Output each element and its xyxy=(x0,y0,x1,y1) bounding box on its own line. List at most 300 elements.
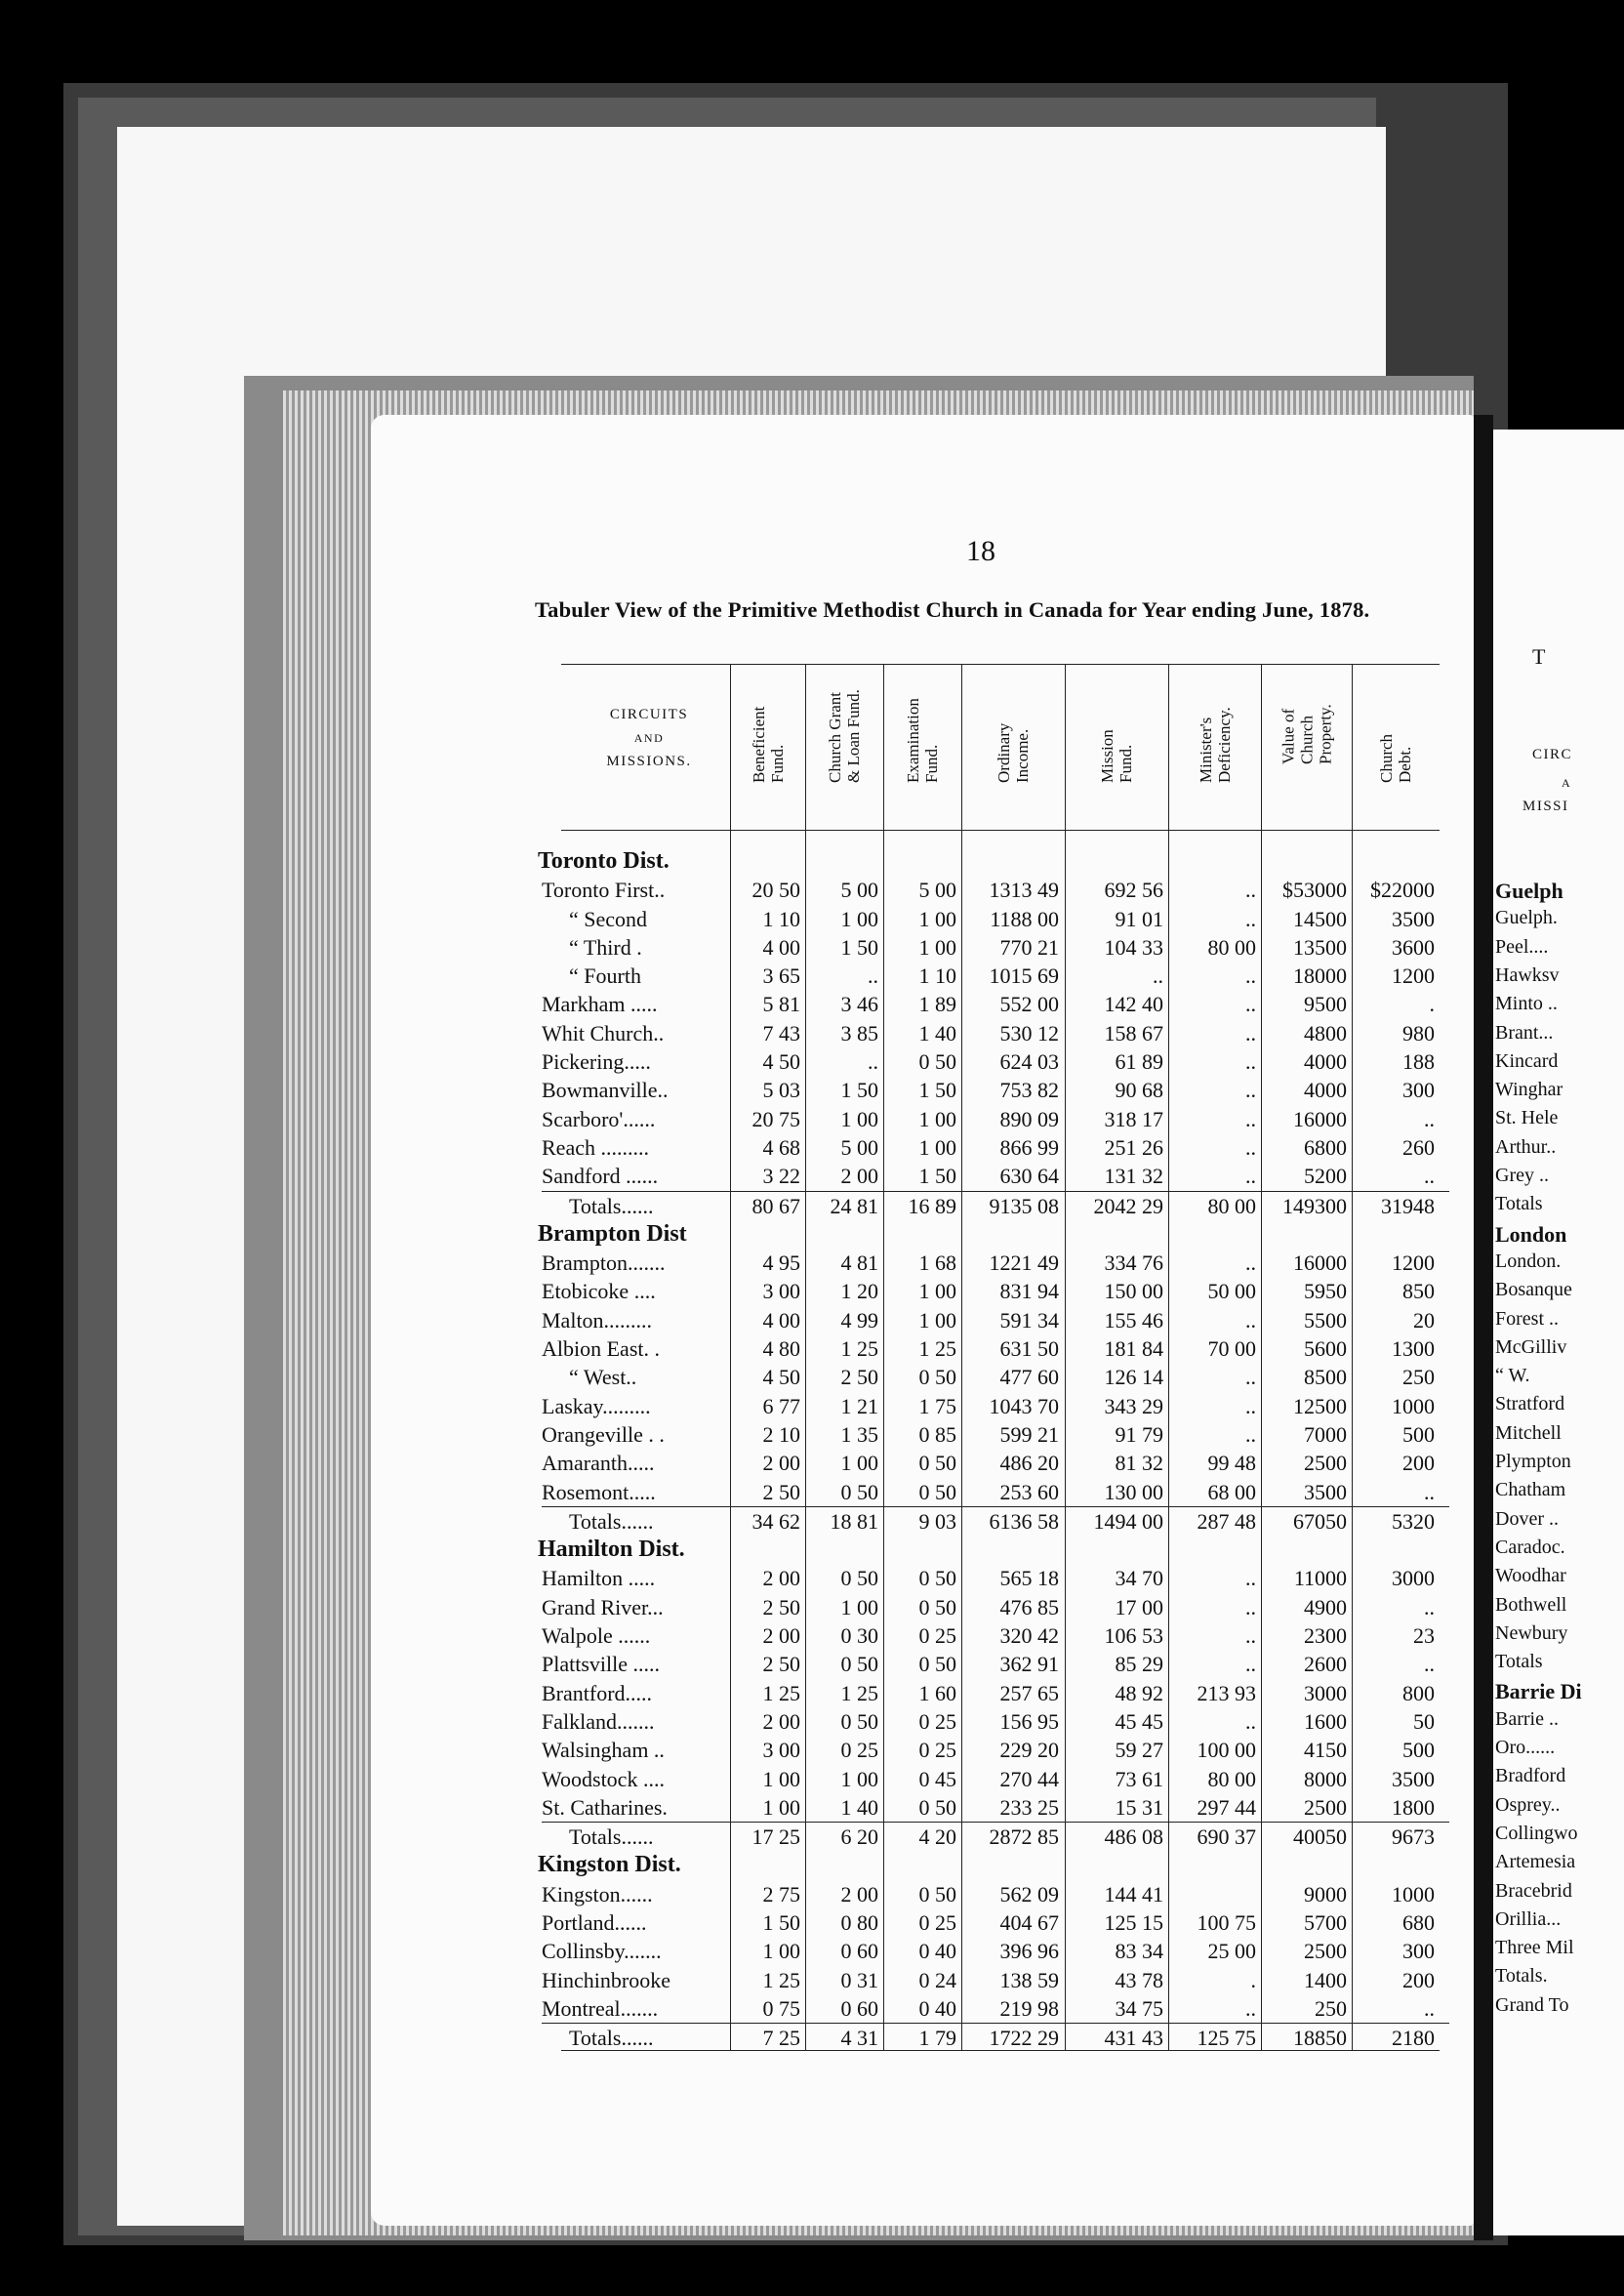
value-cell: 0 50 xyxy=(918,1049,956,1075)
value-cell: 866 99 xyxy=(999,1134,1059,1160)
value-cell: .. xyxy=(1245,1134,1256,1160)
value-cell: 20 xyxy=(1413,1307,1435,1332)
value-cell: 2 00 xyxy=(762,1451,800,1476)
circuit-name: Brampton....... xyxy=(542,1250,666,1276)
value-cell: 91 79 xyxy=(1115,1421,1163,1447)
value-cell: 3500 xyxy=(1392,906,1435,931)
value-cell: 850 xyxy=(1402,1279,1435,1304)
facing-page-line: Bracebrid xyxy=(1495,1879,1572,1902)
value-cell: .. xyxy=(1245,1049,1256,1075)
value-cell: 3600 xyxy=(1392,934,1435,960)
header-beneficient-fund: Beneficient Fund. xyxy=(749,706,787,783)
value-cell: 0 50 xyxy=(840,1708,878,1734)
value-cell: 476 85 xyxy=(999,1594,1059,1620)
value-cell: 552 00 xyxy=(999,992,1059,1017)
table-header-rule xyxy=(561,830,1440,831)
facing-page-line: Bosanque xyxy=(1495,1279,1572,1301)
facing-page-line: Grand To xyxy=(1495,1993,1569,2016)
value-cell: 4 31 xyxy=(840,2026,878,2051)
book-spine xyxy=(1474,415,1493,2240)
value-cell: 5200 xyxy=(1304,1164,1347,1189)
facing-page-line: Oro...... xyxy=(1495,1737,1556,1758)
value-cell: 1043 70 xyxy=(989,1393,1059,1418)
value-cell: 1 25 xyxy=(762,1967,800,1992)
table-row xyxy=(542,1392,1449,1420)
table-row xyxy=(542,1650,1449,1678)
value-cell: 3500 xyxy=(1392,1766,1435,1791)
value-cell: 229 20 xyxy=(999,1738,1059,1763)
facing-page-line: Totals xyxy=(1495,1651,1543,1673)
value-cell: 2872 85 xyxy=(989,1824,1059,1850)
circuits-label: CIRCUITS xyxy=(609,707,689,722)
value-cell: .. xyxy=(1245,906,1256,931)
value-cell: 1 50 xyxy=(840,1078,878,1103)
value-cell: 20 75 xyxy=(751,1106,800,1131)
value-cell: 4150 xyxy=(1304,1738,1347,1763)
value-cell: 1313 49 xyxy=(989,878,1059,903)
value-cell: 16 89 xyxy=(908,1193,956,1218)
value-cell: 9673 xyxy=(1392,1824,1435,1850)
value-cell: 1 00 xyxy=(840,906,878,931)
value-cell: 15 31 xyxy=(1115,1794,1163,1820)
value-cell: 155 46 xyxy=(1104,1307,1163,1332)
value-cell: 9 03 xyxy=(918,1508,956,1534)
value-cell: 1 00 xyxy=(918,1307,956,1332)
value-cell: 213 93 xyxy=(1197,1680,1256,1705)
value-cell: 23 xyxy=(1413,1623,1435,1649)
value-cell: .. xyxy=(1245,1020,1256,1046)
value-cell: 251 26 xyxy=(1104,1134,1163,1160)
circuit-name: Pickering..... xyxy=(542,1049,651,1075)
value-cell: 4900 xyxy=(1304,1594,1347,1620)
value-cell: 800 xyxy=(1402,1680,1435,1705)
table-row xyxy=(542,1564,1449,1592)
value-cell: 5 81 xyxy=(762,992,800,1017)
value-cell: 1 00 xyxy=(918,1134,956,1160)
value-cell: 106 53 xyxy=(1104,1623,1163,1649)
value-cell: 253 60 xyxy=(999,1479,1059,1504)
value-cell: 0 50 xyxy=(840,1566,878,1591)
value-cell: 100 75 xyxy=(1197,1909,1256,1935)
value-cell: $22000 xyxy=(1370,878,1435,903)
district-heading-row xyxy=(538,1851,1449,1879)
value-cell: 2 00 xyxy=(762,1566,800,1591)
value-cell: 90 68 xyxy=(1115,1078,1163,1103)
value-cell: 396 96 xyxy=(999,1939,1059,1964)
value-cell: 1 20 xyxy=(840,1279,878,1304)
value-cell: 753 82 xyxy=(999,1078,1059,1103)
value-cell: .. xyxy=(1424,1106,1435,1131)
value-cell: 1800 xyxy=(1392,1794,1435,1820)
value-cell: 0 50 xyxy=(918,1652,956,1677)
value-cell: 5320 xyxy=(1392,1508,1435,1534)
value-cell: 362 91 xyxy=(999,1652,1059,1677)
value-cell: .. xyxy=(868,964,878,989)
value-cell: 80 67 xyxy=(751,1193,800,1218)
value-cell: 5500 xyxy=(1304,1307,1347,1332)
circuit-name: Walpole ...... xyxy=(542,1623,651,1649)
value-cell: 5700 xyxy=(1304,1909,1347,1935)
value-cell: 25 00 xyxy=(1207,1939,1256,1964)
facing-page-line: Arthur.. xyxy=(1495,1135,1557,1158)
value-cell: 1300 xyxy=(1392,1336,1435,1362)
value-cell: 125 75 xyxy=(1197,2026,1256,2051)
value-cell: 83 34 xyxy=(1115,1939,1163,1964)
value-cell: 0 40 xyxy=(918,1995,956,2021)
value-cell: 1 00 xyxy=(840,1594,878,1620)
value-cell: 1 00 xyxy=(918,934,956,960)
value-cell: 67050 xyxy=(1293,1508,1347,1534)
value-cell: 3 65 xyxy=(762,964,800,989)
facing-page-line: Artemesia xyxy=(1495,1851,1576,1873)
value-cell: 250 xyxy=(1402,1365,1435,1390)
value-cell: 4800 xyxy=(1304,1020,1347,1046)
facing-page-line: Chatham xyxy=(1495,1479,1566,1501)
value-cell: 2 75 xyxy=(762,1881,800,1906)
table-row xyxy=(542,962,1449,990)
value-cell: 4 20 xyxy=(918,1824,956,1850)
header-church-grant: Church Grant & Loan Fund. xyxy=(826,689,863,783)
value-cell: .. xyxy=(1245,1393,1256,1418)
value-cell: 4 81 xyxy=(840,1250,878,1276)
table-row xyxy=(542,933,1449,962)
value-cell: 7 43 xyxy=(762,1020,800,1046)
value-cell: 565 18 xyxy=(999,1566,1059,1591)
circuit-name: Totals...... xyxy=(569,1508,654,1534)
value-cell: 631 50 xyxy=(999,1336,1059,1362)
table-row xyxy=(542,1105,1449,1133)
value-cell: 0 31 xyxy=(840,1967,878,1992)
facing-page-line: Osprey.. xyxy=(1495,1793,1561,1816)
value-cell: 0 45 xyxy=(918,1766,956,1791)
value-cell: 4 95 xyxy=(762,1250,800,1276)
value-cell: 188 xyxy=(1402,1049,1435,1075)
facing-page-line: Winghar xyxy=(1495,1079,1563,1101)
circuit-name: Whit Church.. xyxy=(542,1020,665,1046)
value-cell: 260 xyxy=(1402,1134,1435,1160)
value-cell: 300 xyxy=(1402,1078,1435,1103)
value-cell: 1 00 xyxy=(762,1794,800,1820)
value-cell: 219 98 xyxy=(999,1995,1059,2021)
facing-page-line: Collingwo xyxy=(1495,1822,1578,1844)
value-cell: 250 xyxy=(1315,1995,1347,2021)
value-cell: 9500 xyxy=(1304,992,1347,1017)
value-cell: 142 40 xyxy=(1104,992,1163,1017)
value-cell: 4 00 xyxy=(762,1307,800,1332)
value-cell: 1600 xyxy=(1304,1708,1347,1734)
value-cell: 257 65 xyxy=(999,1680,1059,1705)
value-cell: .. xyxy=(1245,1250,1256,1276)
value-cell: 1 00 xyxy=(762,1766,800,1791)
circuit-name: “ Fourth xyxy=(569,964,641,989)
table-top-rule xyxy=(561,664,1440,665)
value-cell: 1 10 xyxy=(918,964,956,989)
value-cell: 692 56 xyxy=(1104,878,1163,903)
value-cell: .. xyxy=(1245,1708,1256,1734)
table-row xyxy=(542,1793,1449,1822)
value-cell: 1 60 xyxy=(918,1680,956,1705)
value-cell: 0 25 xyxy=(918,1738,956,1763)
value-cell: 1221 49 xyxy=(989,1250,1059,1276)
facing-page-line: Guelph xyxy=(1495,879,1563,903)
value-cell: 2500 xyxy=(1304,1451,1347,1476)
value-cell: 0 50 xyxy=(918,1479,956,1504)
value-cell: 125 15 xyxy=(1104,1909,1163,1935)
header-value-of-church-property: Value of Church Property. xyxy=(1279,704,1334,764)
value-cell: 0 50 xyxy=(918,1365,956,1390)
totals-row xyxy=(542,1191,1449,1220)
value-cell: 9135 08 xyxy=(989,1193,1059,1218)
value-cell: 80 00 xyxy=(1207,1766,1256,1791)
value-cell: 624 03 xyxy=(999,1049,1059,1075)
and-label: AND xyxy=(633,731,665,745)
value-cell: 68 00 xyxy=(1207,1479,1256,1504)
value-cell: 104 33 xyxy=(1104,934,1163,960)
value-cell: .. xyxy=(1424,1652,1435,1677)
value-cell: 1 00 xyxy=(918,1106,956,1131)
value-cell: 1 50 xyxy=(918,1164,956,1189)
value-cell: 4000 xyxy=(1304,1078,1347,1103)
value-cell: 1 00 xyxy=(840,1451,878,1476)
facing-page-line: Woodhar xyxy=(1495,1565,1566,1587)
value-cell: 1 00 xyxy=(762,1939,800,1964)
value-cell: 0 30 xyxy=(840,1623,878,1649)
value-cell: 80 00 xyxy=(1207,934,1256,960)
value-cell: 233 25 xyxy=(999,1794,1059,1820)
value-cell: .. xyxy=(1424,1995,1435,2021)
value-cell: .. xyxy=(1245,964,1256,989)
value-cell: 486 20 xyxy=(999,1451,1059,1476)
facing-page-header-circ: CIRC xyxy=(1532,747,1573,762)
facing-page-line: “ W. xyxy=(1495,1365,1530,1387)
value-cell: .. xyxy=(1245,1623,1256,1649)
value-cell: .. xyxy=(1424,1479,1435,1504)
value-cell: 318 17 xyxy=(1104,1106,1163,1131)
circuit-name: Malton......... xyxy=(542,1307,653,1332)
value-cell: .. xyxy=(868,1049,878,1075)
circuit-name: “ West.. xyxy=(569,1365,637,1390)
value-cell: 5 03 xyxy=(762,1078,800,1103)
facing-page-line: Barrie .. xyxy=(1495,1707,1559,1730)
value-cell: 18000 xyxy=(1293,964,1347,989)
table-row xyxy=(542,1277,1449,1305)
value-cell: 1 68 xyxy=(918,1250,956,1276)
facing-page-line: Dover .. xyxy=(1495,1507,1559,1530)
circuit-name: Brampton Dist xyxy=(538,1220,687,1247)
value-cell: 80 00 xyxy=(1207,1193,1256,1218)
value-cell: 1 50 xyxy=(762,1909,800,1935)
table-row xyxy=(542,990,1449,1018)
value-cell: 530 12 xyxy=(999,1020,1059,1046)
circuit-name: Hamilton Dist. xyxy=(538,1537,685,1563)
value-cell: 287 48 xyxy=(1197,1508,1256,1534)
value-cell: 2 00 xyxy=(840,1164,878,1189)
value-cell: . xyxy=(1429,992,1435,1017)
facing-page-line: St. Hele xyxy=(1495,1107,1559,1129)
value-cell: 6800 xyxy=(1304,1134,1347,1160)
facing-page-line: Bradford xyxy=(1495,1765,1566,1787)
value-cell: .. xyxy=(1424,1164,1435,1189)
value-cell: 1015 69 xyxy=(989,964,1059,989)
value-cell: 100 00 xyxy=(1197,1738,1256,1763)
value-cell: 297 44 xyxy=(1197,1794,1256,1820)
table-row xyxy=(542,1334,1449,1363)
value-cell: 3000 xyxy=(1392,1566,1435,1591)
value-cell: 149300 xyxy=(1282,1193,1347,1218)
table-row xyxy=(542,1306,1449,1334)
value-cell: 99 48 xyxy=(1207,1451,1256,1476)
value-cell: 690 37 xyxy=(1197,1824,1256,1850)
value-cell: 5 00 xyxy=(840,1134,878,1160)
value-cell: 3 00 xyxy=(762,1279,800,1304)
value-cell: .. xyxy=(1245,992,1256,1017)
facing-page-line: Stratford xyxy=(1495,1393,1565,1415)
value-cell: 20 50 xyxy=(751,878,800,903)
value-cell: 630 64 xyxy=(999,1164,1059,1189)
value-cell: 1 10 xyxy=(762,906,800,931)
value-cell: 0 25 xyxy=(918,1909,956,1935)
totals-row xyxy=(542,1822,1449,1851)
value-cell: 18 81 xyxy=(830,1508,878,1534)
value-cell: 0 50 xyxy=(918,1594,956,1620)
circuit-name: Rosemont..... xyxy=(542,1479,656,1504)
value-cell: 1 00 xyxy=(918,906,956,931)
value-cell: 4 99 xyxy=(840,1307,878,1332)
circuit-name: Walsingham .. xyxy=(542,1738,665,1763)
value-cell: 1 89 xyxy=(918,992,956,1017)
table-row xyxy=(542,905,1449,933)
value-cell: 158 67 xyxy=(1104,1020,1163,1046)
value-cell: . xyxy=(1250,1967,1256,1992)
value-cell: 831 94 xyxy=(999,1279,1059,1304)
value-cell: 0 50 xyxy=(840,1652,878,1677)
value-cell: 4 80 xyxy=(762,1336,800,1362)
facing-page-line: Mitchell xyxy=(1495,1421,1562,1444)
value-cell: 3 85 xyxy=(840,1020,878,1046)
value-cell: 40050 xyxy=(1293,1824,1347,1850)
value-cell: 144 41 xyxy=(1104,1881,1163,1906)
value-cell: 2 50 xyxy=(840,1365,878,1390)
value-cell: 5 00 xyxy=(840,878,878,903)
facing-page-line: Guelph. xyxy=(1495,907,1558,929)
value-cell: 9000 xyxy=(1304,1881,1347,1906)
table-row xyxy=(542,1593,1449,1621)
value-cell: 4 00 xyxy=(762,934,800,960)
value-cell: .. xyxy=(1245,1594,1256,1620)
page-number: 18 xyxy=(966,535,995,567)
circuit-name: Reach ......... xyxy=(542,1134,649,1160)
value-cell: 2500 xyxy=(1304,1794,1347,1820)
value-cell: 320 42 xyxy=(999,1623,1059,1649)
circuit-name: Plattsville ..... xyxy=(542,1652,660,1677)
value-cell: 0 40 xyxy=(918,1939,956,1964)
value-cell: 0 25 xyxy=(918,1708,956,1734)
value-cell: 980 xyxy=(1402,1020,1435,1046)
value-cell: 17 00 xyxy=(1115,1594,1163,1620)
value-cell: 477 60 xyxy=(999,1365,1059,1390)
value-cell: 1200 xyxy=(1392,964,1435,989)
value-cell: 8000 xyxy=(1304,1766,1347,1791)
value-cell: 4 50 xyxy=(762,1365,800,1390)
value-cell: .. xyxy=(1245,1106,1256,1131)
value-cell: .. xyxy=(1153,964,1163,989)
circuit-name: Hinchinbrooke xyxy=(542,1967,670,1992)
facing-page-line: Minto .. xyxy=(1495,993,1558,1015)
table-row xyxy=(542,1937,1449,1965)
value-cell: 34 70 xyxy=(1115,1566,1163,1591)
value-cell: 200 xyxy=(1402,1451,1435,1476)
district-heading-row xyxy=(538,847,1449,876)
value-cell: 17 25 xyxy=(751,1824,800,1850)
value-cell: 0 50 xyxy=(840,1479,878,1504)
circuit-name: Etobicoke .... xyxy=(542,1279,656,1304)
value-cell: 4 50 xyxy=(762,1049,800,1075)
circuit-name: Sandford ...... xyxy=(542,1164,659,1189)
facing-page-line: Newbury xyxy=(1495,1621,1568,1644)
value-cell: 150 00 xyxy=(1104,1279,1163,1304)
value-cell: 16000 xyxy=(1293,1106,1347,1131)
value-cell: 130 00 xyxy=(1104,1479,1163,1504)
table-row xyxy=(542,1765,1449,1793)
circuit-name: Toronto Dist. xyxy=(538,848,670,874)
value-cell: 1 40 xyxy=(918,1020,956,1046)
value-cell: 2300 xyxy=(1304,1623,1347,1649)
table-row xyxy=(542,1162,1449,1190)
facing-page-line: Totals xyxy=(1495,1193,1543,1215)
value-cell: 2042 29 xyxy=(1093,1193,1163,1218)
value-cell: 1722 29 xyxy=(989,2026,1059,2051)
value-cell: 562 09 xyxy=(999,1881,1059,1906)
facing-page-line: Totals. xyxy=(1495,1965,1548,1988)
value-cell: 73 61 xyxy=(1115,1766,1163,1791)
value-cell: .. xyxy=(1245,1164,1256,1189)
value-cell: 2600 xyxy=(1304,1652,1347,1677)
table-row xyxy=(542,1908,1449,1937)
table-row xyxy=(542,1966,1449,1994)
table-row xyxy=(542,1679,1449,1707)
circuit-name: Kingston...... xyxy=(542,1881,653,1906)
facing-page-line: Plympton xyxy=(1495,1451,1571,1472)
table-row xyxy=(542,1994,1449,2023)
value-cell: 4 68 xyxy=(762,1134,800,1160)
value-cell: 181 84 xyxy=(1104,1336,1163,1362)
table-row xyxy=(542,1736,1449,1764)
value-cell: 0 50 xyxy=(918,1451,956,1476)
value-cell: 2 00 xyxy=(762,1623,800,1649)
value-cell: 3 22 xyxy=(762,1164,800,1189)
facing-page-header-t: T xyxy=(1532,644,1546,669)
value-cell: 4000 xyxy=(1304,1049,1347,1075)
facing-page-line: Bothwell xyxy=(1495,1593,1567,1616)
value-cell: 1 25 xyxy=(840,1336,878,1362)
value-cell: 43 78 xyxy=(1115,1967,1163,1992)
circuit-name: Orangeville . . xyxy=(542,1421,665,1447)
value-cell: 18850 xyxy=(1293,2026,1347,2051)
value-cell: 1 00 xyxy=(918,1279,956,1304)
value-cell: 59 27 xyxy=(1115,1738,1163,1763)
value-cell: 1 25 xyxy=(840,1680,878,1705)
facing-page-line: Caradoc. xyxy=(1495,1536,1565,1558)
value-cell: 14500 xyxy=(1293,906,1347,931)
circuit-name: Toronto First.. xyxy=(542,878,666,903)
table-row xyxy=(542,1076,1449,1104)
value-cell: 24 81 xyxy=(830,1193,878,1218)
value-cell: 1 00 xyxy=(840,1766,878,1791)
totals-row xyxy=(542,1506,1449,1536)
value-cell: 0 50 xyxy=(918,1566,956,1591)
value-cell: 591 34 xyxy=(999,1307,1059,1332)
facing-page xyxy=(1493,430,1624,2235)
